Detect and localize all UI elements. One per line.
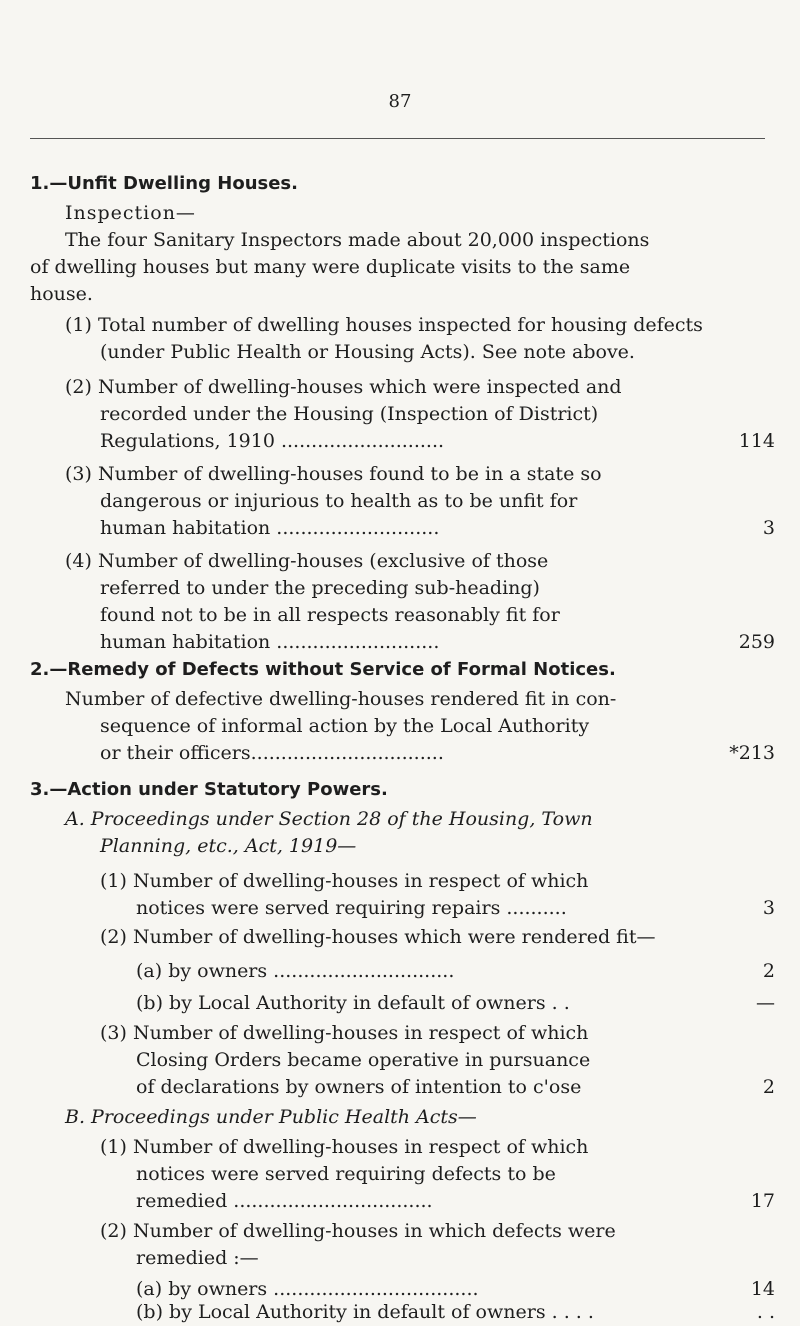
item-line: notices were served requiring repairs .......... (136, 897, 567, 919)
s1-item-3 (0, 461, 800, 542)
item-line: sequence of informal action by the Local Authority (100, 715, 590, 737)
item-line: notices were served requiring defects to be (136, 1163, 556, 1185)
value-B2b: . . (756, 1301, 775, 1323)
item-line: (a) by owners .............................. (136, 960, 455, 982)
item-line: found not to be in all respects reasonably fit for (100, 604, 560, 626)
value-114: 114 (738, 430, 775, 452)
A2-item (0, 924, 800, 951)
item-line: or their officers................................ (100, 742, 444, 764)
item-line: (3) Number of dwelling-houses found to be in a state so (65, 463, 602, 485)
item-line: (4) Number of dwelling-houses (exclusive of those (65, 550, 549, 572)
header-rule (30, 138, 765, 139)
B2-item (0, 1218, 800, 1272)
value-A3: 2 (762, 1076, 775, 1098)
B2b-item (0, 1299, 800, 1326)
partA-heading (0, 806, 800, 860)
item-line: (2) Number of dwelling-houses which were rendered fit— (100, 926, 656, 948)
item-line: recorded under the Housing (Inspection of District) (100, 403, 599, 425)
section1-intro (0, 227, 800, 308)
section2-heading: 2.—Remedy of Defects without Service of Formal Notices. (30, 659, 616, 680)
section1-heading: 1.—Unfit Dwelling Houses. (30, 173, 298, 194)
value-3: 3 (762, 517, 775, 539)
value-A2a: 2 (762, 960, 775, 982)
value-A2b: — (756, 992, 775, 1014)
item-line: (1) Total number of dwelling houses inspected for housing defects (65, 314, 703, 336)
item-line: human habitation ........................... (100, 631, 440, 653)
item-line: referred to under the preceding sub-heading) (100, 577, 540, 599)
partA-line: Planning, etc., Act, 1919— (100, 835, 357, 857)
item-line: Number of defective dwelling-houses rendered fit in con- (65, 688, 617, 710)
item-line: dangerous or injurious to health as to be unfit for (100, 490, 578, 512)
partB-heading (0, 1104, 800, 1131)
value-259: 259 (738, 631, 775, 653)
A2a-item (0, 958, 800, 985)
value-B1: 17 (750, 1190, 775, 1212)
intro-line: The four Sanitary Inspectors made about 20,000 inspections (65, 229, 650, 251)
item-line: of declarations by owners of intention to c'ose (136, 1076, 582, 1098)
intro-line: of dwelling houses but many were duplicate visits to the same (30, 256, 631, 278)
item-line: (3) Number of dwelling-houses in respect of which (100, 1022, 589, 1044)
A1-item (0, 868, 800, 922)
item-line: (1) Number of dwelling-houses in respect of which (100, 870, 589, 892)
B1-item (0, 1134, 800, 1215)
item-line: (2) Number of dwelling-houses in which defects were (100, 1220, 616, 1242)
item-line: (b) by Local Authority in default of owners . . (136, 992, 570, 1014)
value-A1: 3 (762, 897, 775, 919)
item-line: remedied ................................. (136, 1190, 433, 1212)
A3-item (0, 1020, 800, 1101)
value-213: *213 (729, 742, 775, 764)
item-line: human habitation ........................... (100, 517, 440, 539)
section2-body (0, 686, 800, 767)
s1-item-2 (0, 374, 800, 455)
section1-subheading: Inspection— (65, 202, 196, 224)
item-line: (under Public Health or Housing Acts). See note above. (100, 341, 635, 363)
item-line: (a) by owners .................................. (136, 1278, 479, 1300)
partA-line: A. Proceedings under Section 28 of the Housing, Town (65, 808, 593, 830)
item-line: remedied :— (136, 1247, 259, 1269)
item-line: Regulations, 1910 ........................... (100, 430, 445, 452)
page-number: 87 (388, 91, 412, 112)
item-line: (2) Number of dwelling-houses which were inspected and (65, 376, 622, 398)
s1-item-4 (0, 548, 800, 656)
s1-item-1 (0, 312, 800, 366)
partB-line: B. Proceedings under Public Health Acts— (65, 1106, 477, 1128)
item-line: (1) Number of dwelling-houses in respect of which (100, 1136, 589, 1158)
item-line: (b) by Local Authority in default of owners . . . . (136, 1301, 594, 1323)
A2b-item (0, 990, 800, 1017)
intro-line: house. (30, 283, 93, 305)
item-line: Closing Orders became operative in pursuance (136, 1049, 591, 1071)
section3-heading: 3.—Action under Statutory Powers. (30, 779, 388, 800)
value-B2a: 14 (750, 1278, 775, 1300)
